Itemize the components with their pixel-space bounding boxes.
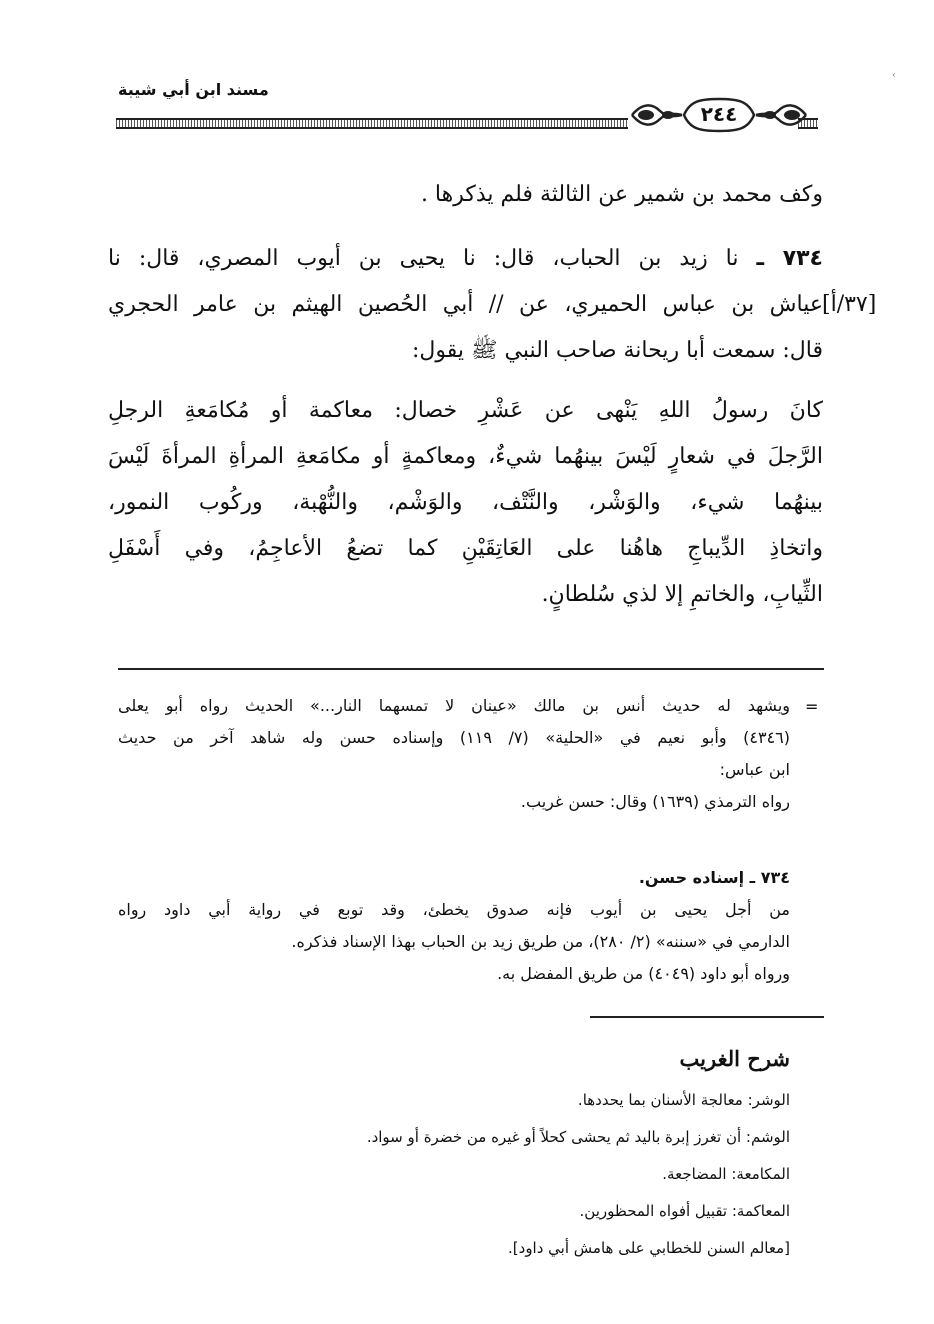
hadith-number: ٧٣٤ ـ (756, 246, 823, 271)
footnote-line-1: ويشهد له حديث أنس بن مالك «عينان لا تمسهما النار...» الحديث رواه أبو يعلى (118, 696, 790, 715)
intro-paragraph (108, 172, 823, 218)
page-number: ٢٤٤ (700, 102, 738, 126)
matn-line-3: بينهُما شيء، والوَشْر، والنَّتْف، والوَشْم، والنُّهْبة، وركُوب النمور، (108, 490, 823, 515)
footnote-734-line-2: الدارمي في «سننه» (٢/ ٢٨٠)، من طريق زيد بن الحباب بهذا الإسناد فذكره. (291, 932, 790, 951)
intro-line: وكف محمد بن شمير عن الثالثة فلم يذكرها . (420, 182, 823, 207)
footnote-line-4: رواه الترمذي (١٦٣٩) وقال: حسن غريب. (520, 792, 790, 811)
header-rule-left (116, 118, 628, 129)
gharib-line-3: المكامعة: المضاجعة. (662, 1165, 790, 1183)
margin-mark: ‹ (892, 70, 896, 81)
footnote-line-3: ابن عباس: (719, 760, 790, 779)
footnote-734-line-3: ورواه أبو داود (٤٠٤٩) من طريق المفضل به. (497, 964, 790, 983)
footnote-continuation (118, 690, 790, 818)
gharib-separator (590, 1016, 824, 1018)
isnad-line-1: نا زيد بن الحباب، قال: نا يحيى بن أيوب المصري، قال: نا (108, 246, 739, 271)
matn-line-5: الثِّيابِ، والخاتمِ إلا لذي سُلطانٍ. (541, 582, 823, 607)
folio-marker: [٣٧/أ] (822, 292, 877, 317)
matn-line-4: واتخاذِ الدِّيباجِ هاهُنا على العَاتِقَيْنِ كما تضعُ الأعاجِمُ، وفي أَسْفَلِ (108, 536, 823, 561)
gharib-line-2: الوشم: أن تغرز إبرة باليد ثم يحشى كحلاً أو غيره من خضرة أو سواد. (366, 1128, 790, 1146)
isnad-line (108, 236, 823, 282)
footnote-734-line-1: من أجل يحيى بن أيوب فإنه صدوق يخطئ، وقد توبع في رواية أبي داود رواه (118, 900, 790, 919)
isnad-line-3: قال: سمعت أبا ريحانة صاحب النبي ﷺ يقول: (411, 338, 823, 363)
continuation-mark: = (805, 697, 819, 716)
gharib-line-4: المعاكمة: تقبيل أفواه المحظورين. (579, 1202, 790, 1220)
gharib-line-1: الوشر: معالجة الأسنان بما يحددها. (577, 1091, 790, 1109)
gharib-list (260, 1082, 790, 1267)
footnote-heading: ٧٣٤ ـ إسناده حسن. (638, 868, 790, 887)
footnote-734 (118, 862, 790, 990)
hadith-isnad (108, 236, 823, 374)
gharib-heading: شرح الغريب (679, 1046, 790, 1071)
footnote-line-2: (٤٣٤٦) وأبو نعيم في «الحلية» (٧/ ١١٩) وإسناده حسن وله شاهد آخر من حديث (118, 728, 790, 747)
hadith-matn (108, 388, 823, 618)
matn-line-2: الرَّجلَ في شعارٍ لَيْسَ بينهُما شيءٌ، ومعاكمةٍ أو مكامَعةِ المرأةِ المرأةَ لَيْسَ (108, 444, 823, 469)
isnad-line-2: عياش بن عباس الحميري، عن // أبي الحُصين الهيثم بن عامر الحجري (108, 292, 823, 317)
footnote-separator (118, 668, 824, 670)
matn-line-1: كانَ رسولُ اللهِ يَنْهى عن عَشْرِ خصال: معاكمة أو مُكامَعةِ الرجلِ (108, 398, 823, 423)
gharib-line-5: [معالم السنن للخطابي على هامش أبي داود]. (508, 1239, 790, 1257)
running-title: مسند ابن أبي شيبة (118, 80, 269, 99)
